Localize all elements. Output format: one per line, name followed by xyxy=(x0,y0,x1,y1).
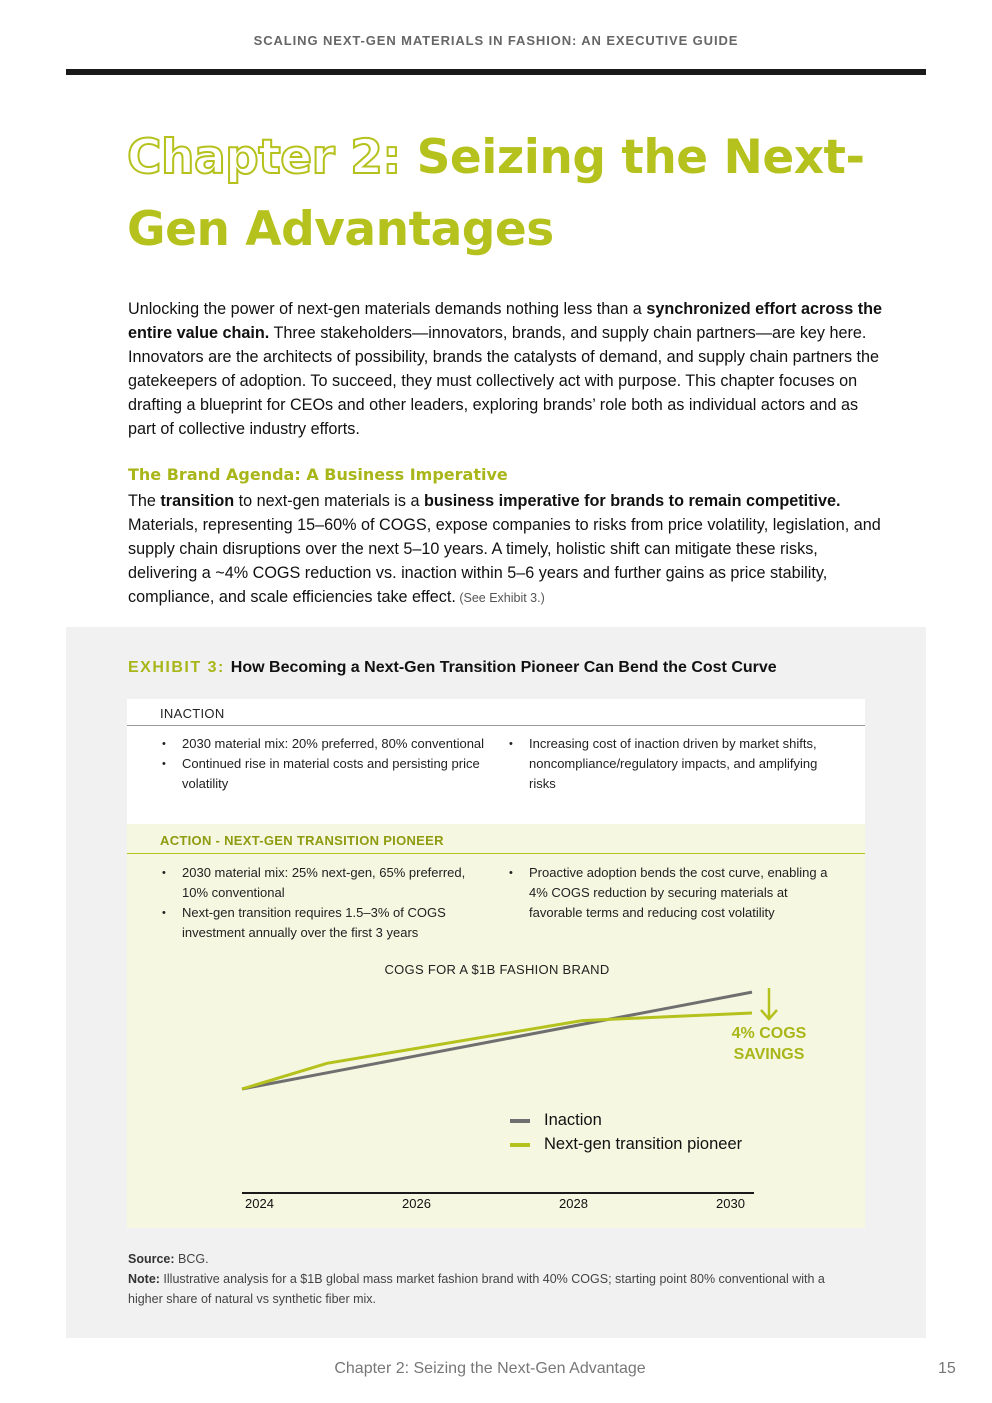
x-tick-label: 2026 xyxy=(402,1196,431,1211)
savings-line-1: 4% COGS xyxy=(731,1025,807,1042)
x-tick-label: 2028 xyxy=(559,1196,588,1211)
source-label: Source: xyxy=(128,1252,175,1266)
chapter-title-line1: Seizing the Next- xyxy=(416,130,865,185)
legend-swatch-pioneer xyxy=(510,1143,530,1147)
exhibit-heading: How Becoming a Next-Gen Transition Pioneer Can Bend the Cost Curve xyxy=(230,659,777,676)
exhibit-reference: (See Exhibit 3.) xyxy=(455,591,545,605)
legend-label: Inaction xyxy=(544,1111,602,1129)
x-tick-label: 2030 xyxy=(716,1196,745,1211)
intro-text-2: Three stakeholders—innovators, brands, and supply chain partners—are key here. Innovators are the architects of possibility, brands the catalysts of demand, and supply chain partners the gatekeepers of adoption. To succeed, they must collectively act with purpose. This chapter focuses on drafting a blueprint for CEOs and other leaders, exploring brands’ role both as individual actors and as part of collective industry efforts. xyxy=(128,324,880,438)
series-line-inaction xyxy=(242,992,752,1089)
chapter-number: Chapter 2: xyxy=(127,130,401,185)
running-header: SCALING NEXT-GEN MATERIALS IN FASHION: AN EXECUTIVE GUIDE xyxy=(253,33,739,48)
exhibit-source xyxy=(128,1249,828,1269)
chapter-title-line2: Gen Advantages xyxy=(127,202,554,257)
exhibit-label: EXHIBIT 3: xyxy=(128,659,225,676)
action-label: ACTION - NEXT-GEN TRANSITION PIONEER xyxy=(160,833,444,848)
agenda-text-3: Materials, representing 15–60% of COGS, expose companies to risks from price volatility, legislation, and supply chain disruptions over the next 5–10 years. A timely, holistic shift can mitigate these risks, delivering a ~4% COGS reduction vs. inaction within 5–6 years and further gains as price stability, compliance, and scale efficiencies take effect. xyxy=(128,516,881,606)
agenda-text-2: to next-gen materials is a xyxy=(234,492,424,510)
agenda-bold-1: transition xyxy=(160,492,235,510)
legend-swatch-inaction xyxy=(510,1119,530,1123)
series-line-pioneer xyxy=(242,1013,752,1089)
page-number: 15 xyxy=(938,1360,956,1377)
brand-agenda-heading: The Brand Agenda: A Business Imperative xyxy=(128,465,508,484)
list-item: • Next-gen transition requires 1.5–3% of COGS investment annually over the first 3 years xyxy=(160,903,490,943)
intro-bold-1: synchronized effort across the entire value chain. xyxy=(128,300,882,342)
list-item: • Increasing cost of inaction driven by market shifts, noncompliance/regulatory impacts, and amplifying risks xyxy=(507,734,837,794)
footer-chapter-title: Chapter 2: Seizing the Next-Gen Advantage xyxy=(334,1360,646,1377)
list-item: • 2030 material mix: 25% next-gen, 65% preferred, 10% conventional xyxy=(160,863,490,903)
savings-annotation xyxy=(726,1023,812,1065)
agenda-bold-2: business imperative for brands to remain competitive. xyxy=(424,492,841,510)
savings-line-2: SAVINGS xyxy=(733,1046,805,1063)
list-item: • Continued rise in material costs and persisting price volatility xyxy=(160,754,490,794)
legend-item-inaction xyxy=(510,1111,602,1130)
intro-text-1: Unlocking the power of next-gen materials demands nothing less than a xyxy=(128,300,647,318)
source-text: BCG. xyxy=(174,1252,209,1266)
legend-item-pioneer xyxy=(510,1135,742,1154)
note-label: Note: xyxy=(128,1272,160,1286)
down-arrow-icon xyxy=(761,988,777,1019)
chart-title: COGS FOR A $1B FASHION BRAND xyxy=(384,962,610,977)
x-tick-label: 2024 xyxy=(245,1196,274,1211)
note-text: Illustrative analysis for a $1B global mass market fashion brand with 40% COGS; starting point 80% conventional with a higher share of natural vs synthetic fiber mix. xyxy=(128,1272,825,1306)
legend-label: Next-gen transition pioneer xyxy=(544,1135,743,1153)
exhibit-note xyxy=(128,1269,828,1309)
inaction-label: INACTION xyxy=(160,706,225,721)
list-item: • Proactive adoption bends the cost curve, enabling a 4% COGS reduction by securing materials at favorable terms and reducing cost volatility xyxy=(507,863,837,923)
agenda-text-1: The xyxy=(128,492,161,510)
list-item: • 2030 material mix: 20% preferred, 80% conventional xyxy=(160,734,490,754)
x-axis xyxy=(242,1192,754,1194)
